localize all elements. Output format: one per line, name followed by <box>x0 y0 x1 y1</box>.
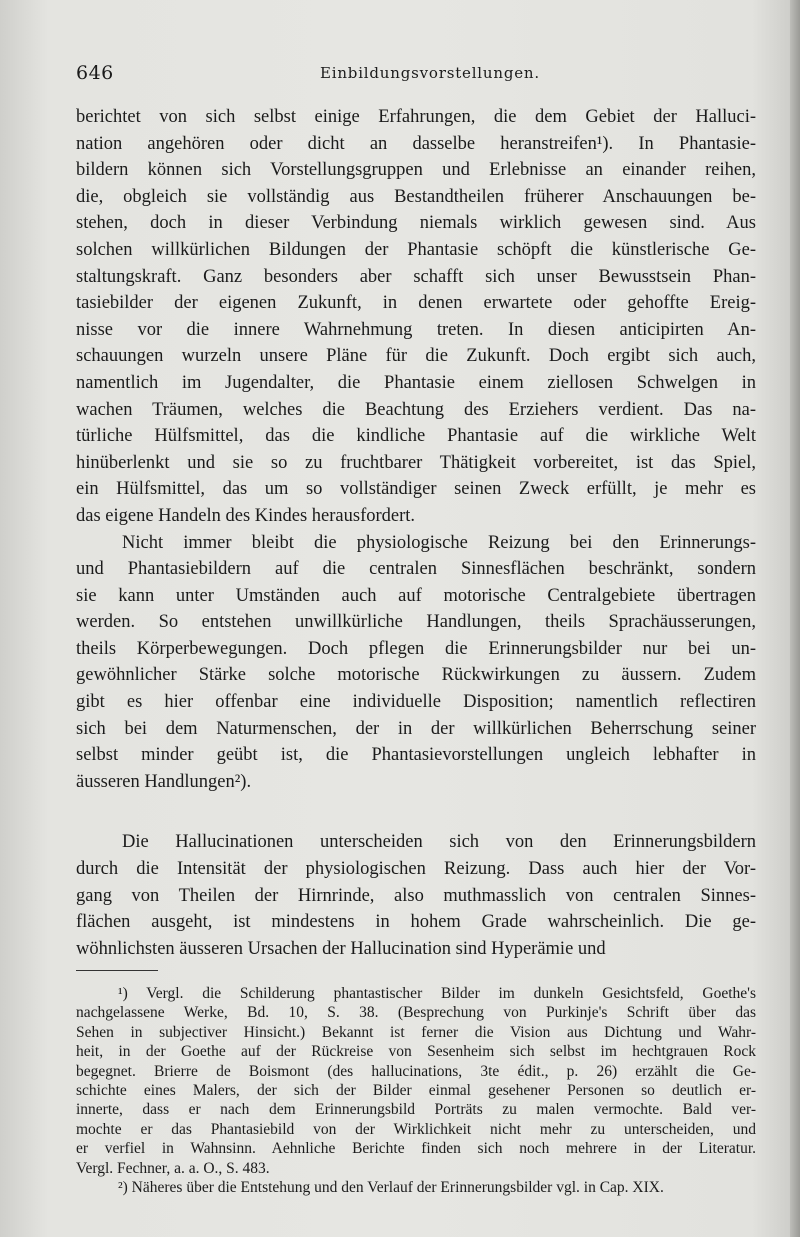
paragraph <box>76 104 756 530</box>
text-line: staltungskraft. Ganz besonders aber schafft sich unser Bewusstsein Phan- <box>76 266 756 287</box>
text-line: Nicht immer bleibt die physiologische Reizung bei den Erinnerungs- <box>122 532 756 553</box>
text-line: gang von Theilen der Hirnrinde, also muthmasslich von centralen Sinnes- <box>76 885 756 906</box>
text-line: solchen willkürlichen Bildungen der Phantasie schöpft die künstlerische Ge- <box>76 239 756 260</box>
footnote-line: Sehen in subjectiver Hinsicht.) Bekannt ist ferner die Vision aus Dichtung und Wahr- <box>76 1023 756 1041</box>
text-line: sie kann unter Umständen auch auf motorische Centralgebiete übertragen <box>76 585 756 606</box>
footnote-line: er verfiel in Wahnsinn. Aehnliche Berichte finden sich noch mehrere in der Literatur. <box>76 1140 756 1158</box>
text-line: die, obgleich sie vollständig aus Bestandtheilen früherer Anschauungen be- <box>76 186 756 207</box>
text-line: ein Hülfsmittel, das um so vollständiger seinen Zweck erfüllt, je mehr es <box>76 479 756 500</box>
text-line: äusseren Handlungen²). <box>76 771 252 792</box>
text-line: durch die Intensität der physiologischen Reizung. Dass auch hier der Vor- <box>76 859 756 880</box>
footnote-line: schichte eines Malers, der sich der Bilder einmal gesehener Personen so deutlich er- <box>76 1081 756 1099</box>
footnote <box>76 984 756 1178</box>
text-line: das eigene Handeln des Kindes herausfordert. <box>76 505 416 526</box>
text-line: Die Hallucinationen unterscheiden sich von den Erinnerungsbildern <box>122 832 756 853</box>
text-line: wöhnlichsten äusseren Ursachen der Hallucination sind Hyperämie und <box>76 938 606 959</box>
text-line: türliche Hülfsmittel, das die kindliche Phantasie auf die wirkliche Welt <box>76 426 756 447</box>
text-line: werden. So entstehen unwillkürliche Handlungen, theils Sprachäusserungen, <box>76 612 756 633</box>
text-line: berichtet von sich selbst einige Erfahrungen, die dem Gebiet der Halluci- <box>76 107 756 127</box>
text-line: hinüberlenkt und sie so zu fruchtbarer Thätigkeit vorbereitet, ist das Spiel, <box>76 452 756 473</box>
footnote-line: nachgelassene Werke, Bd. 10, S. 38. (Besprechung von Purkinje's Schrift über das <box>76 1004 756 1022</box>
paragraph <box>76 530 756 796</box>
text-line: gibt es hier offenbar eine individuelle Disposition; namentlich reflectiren <box>76 692 756 713</box>
running-head: Einbildungsvorstellungen. <box>320 64 540 82</box>
text-line: selbst minder geübt ist, die Phantasievorstellungen ungleich lebhafter in <box>76 745 756 766</box>
footnote-line: innerte, dass er nach dem Erinnerungsbild Porträts zu malen vermochte. Bald ver- <box>76 1101 756 1119</box>
footnotes <box>76 984 756 1197</box>
footnote-line: Vergl. Fechner, a. a. O., S. 483. <box>76 1159 270 1177</box>
text-line: namentlich im Jugendalter, die Phantasie einem ziellosen Schwelgen in <box>76 372 756 393</box>
footnote <box>76 1178 756 1197</box>
footnote-line: ¹) Vergl. die Schilderung phantastischer Bilder im dunkeln Gesichtsfeld, Goethe's <box>118 985 756 1002</box>
text-line: tasiebilder der eigenen Zukunft, in denen erwartete oder gehoffte Ereig- <box>76 293 756 314</box>
text-line: theils Körperbewegungen. Doch pflegen die Erinnerungsbilder nur bei un- <box>76 638 756 659</box>
footnote-rule <box>76 970 158 971</box>
paragraph <box>76 829 756 962</box>
footnote-line: begegnet. Brierre de Boismont (des hallucinations, 3te édit., p. 26) erzählt die Ge- <box>76 1062 756 1080</box>
text-line: stehen, doch in dieser Verbindung niemals wirklich gewesen sind. Aus <box>76 213 756 234</box>
text-line: nisse vor die innere Wahrnehmung treten. In diesen anticipirten An- <box>76 319 756 340</box>
text-line: schauungen wurzeln unsere Pläne für die Zukunft. Doch ergibt sich auch, <box>76 346 756 367</box>
footnote-line: heit, in der Goethe auf der Rückreise von Sesenheim sich selbst im hechtgrauen Rock <box>76 1043 756 1061</box>
text-line: sich bei dem Naturmenschen, der in der willkürlichen Beherrschung seiner <box>76 718 756 739</box>
page-number: 646 <box>76 62 114 84</box>
text-line: nation angehören oder dicht an dasselbe heranstreifen¹). In Phantasie- <box>76 133 756 154</box>
page-edge-shadow <box>790 0 800 1237</box>
footnote-line: ²) Näheres über die Entstehung und den Verlauf der Erinnerungsbilder vgl. in Cap. XIX. <box>118 1178 664 1196</box>
page-header <box>76 62 756 88</box>
text-line: wachen Träumen, welches die Beachtung des Erziehers verdient. Das na- <box>76 399 756 420</box>
text-line: bildern können sich Vorstellungsgruppen und Erlebnisse an einander reihen, <box>76 160 756 181</box>
text-line: flächen ausgeht, ist mindestens in hohem Grade wahrscheinlich. Die ge- <box>76 912 756 933</box>
paragraph-gap <box>76 795 756 829</box>
text-line: gewöhnlicher Stärke solche motorische Rückwirkungen zu äussern. Zudem <box>76 665 756 686</box>
text-line: und Phantasiebildern auf die centralen Sinnesflächen beschränkt, sondern <box>76 559 756 580</box>
body-text <box>76 104 756 962</box>
footnote-line: mochte er das Phantasiebild von der Wirklichkeit nicht mehr zu unterscheiden, und <box>76 1120 756 1138</box>
